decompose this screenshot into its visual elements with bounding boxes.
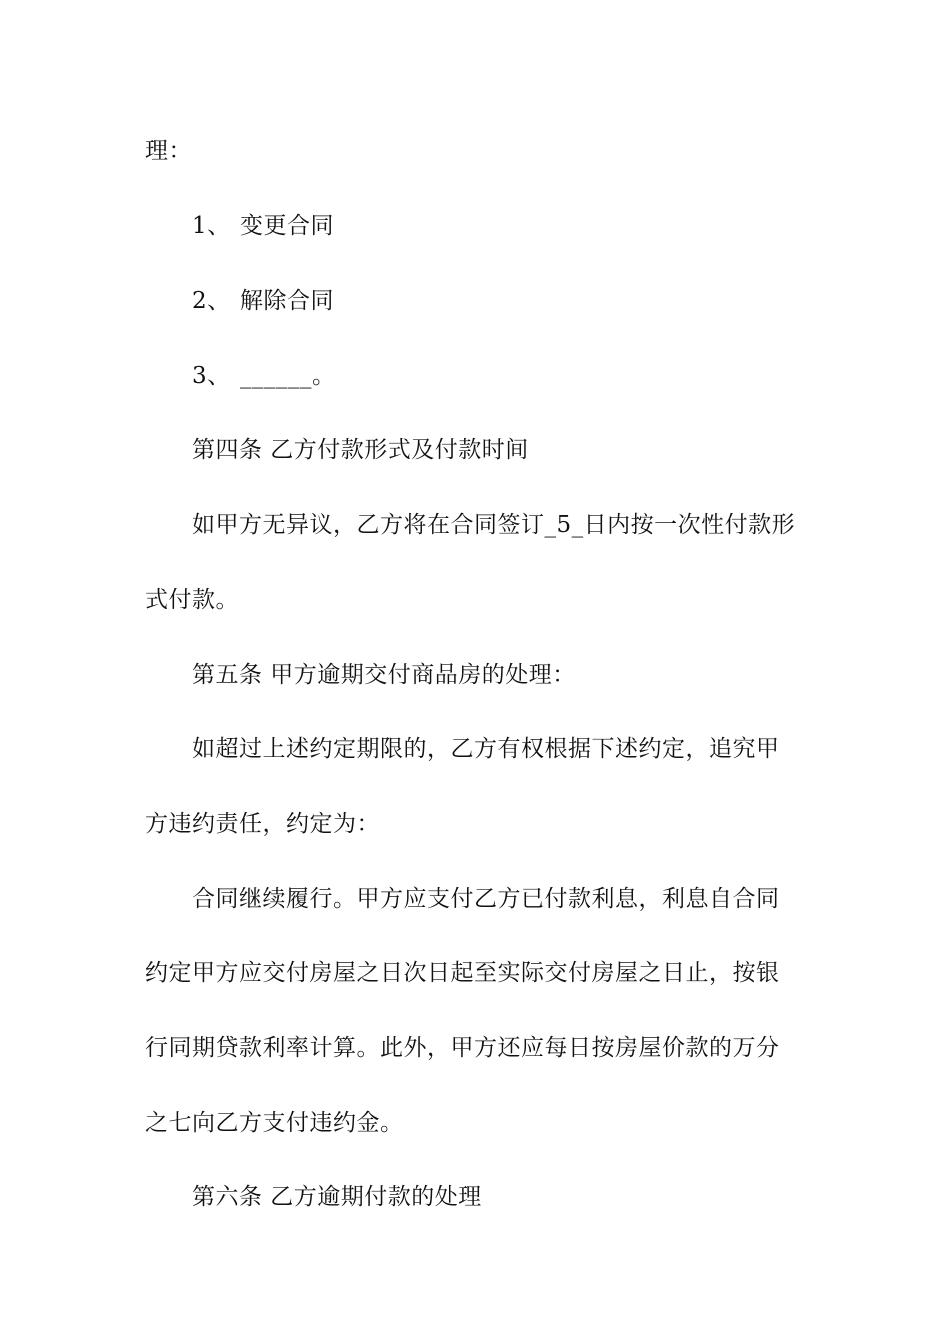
text-line: 方违约责任，约定为： xyxy=(145,811,380,837)
paragraph-line xyxy=(145,809,815,839)
paragraph-line xyxy=(145,1108,815,1138)
paragraph-line xyxy=(145,1033,815,1063)
list-item xyxy=(192,361,862,391)
paragraph-line xyxy=(192,884,862,914)
list-item-text: 解除合同 xyxy=(240,288,334,314)
list-item xyxy=(192,211,862,241)
text-line: 约定甲方应交付房屋之日次日起至实际交付房屋之日止，按银 xyxy=(145,960,780,986)
text-line: 合同继续履行。甲方应支付乙方已付款利息，利息自合同 xyxy=(192,886,780,912)
list-number: 3、 xyxy=(192,363,231,389)
list-item-text: ______。 xyxy=(240,363,336,389)
text-line: 如超过上述约定期限的，乙方有权根据下述约定，追究甲 xyxy=(192,736,780,762)
list-item xyxy=(192,286,862,316)
text-line: 之七向乙方支付违约金。 xyxy=(145,1110,404,1136)
paragraph-line xyxy=(145,958,815,988)
article-heading xyxy=(192,435,862,465)
article-heading xyxy=(192,660,862,690)
text-line: 如甲方无异议，乙方将在合同签订_5_日内按一次性付款形 xyxy=(192,512,796,538)
article-5-title: 第五条 甲方逾期交付商品房的处理： xyxy=(192,662,576,688)
list-number: 1、 xyxy=(192,213,231,239)
text-line: 式付款。 xyxy=(145,587,239,613)
article-4-title: 第四条 乙方付款形式及付款时间 xyxy=(192,437,529,463)
article-6-title: 第六条 乙方逾期付款的处理 xyxy=(192,1184,482,1210)
paragraph-line xyxy=(145,585,815,615)
paragraph-continuation xyxy=(145,136,815,166)
list-item-text: 变更合同 xyxy=(240,213,334,239)
text-line: 理： xyxy=(145,138,192,164)
article-heading xyxy=(192,1182,862,1212)
paragraph-line xyxy=(192,510,862,540)
text-line: 行同期贷款利率计算。此外，甲方还应每日按房屋价款的万分 xyxy=(145,1035,780,1061)
paragraph-line xyxy=(192,734,862,764)
list-number: 2、 xyxy=(192,288,231,314)
